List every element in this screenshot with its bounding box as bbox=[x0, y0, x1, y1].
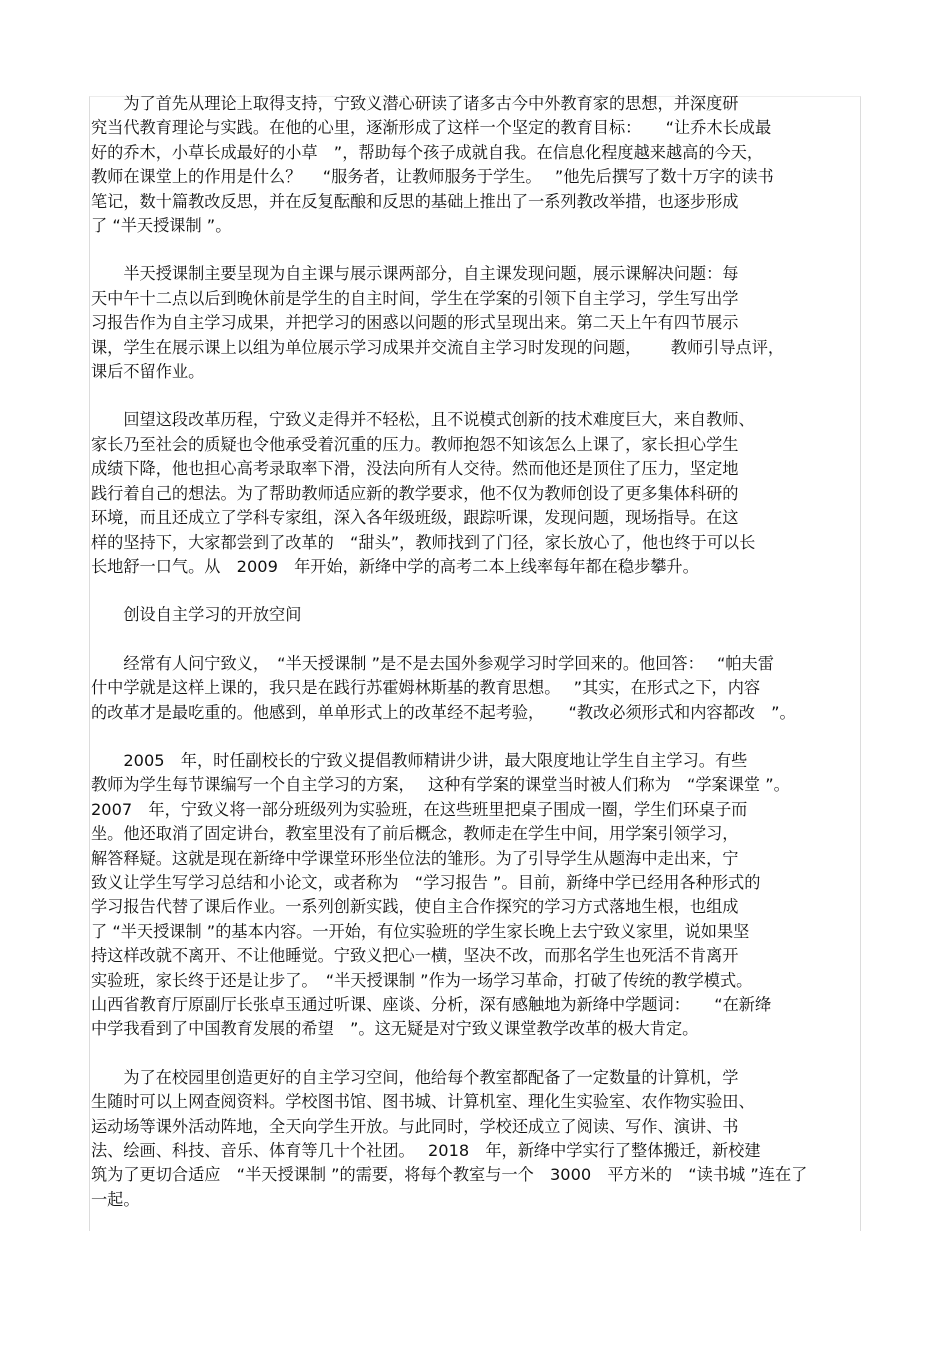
text-line: 家长乃至社会的质疑也令他承受着沉重的压力。教师抱怨不知该怎么上课了，家长担心学生 bbox=[91, 434, 739, 454]
text-line: 为了首先从理论上取得支持，宁致义潜心研读了诸多古今中外教育家的思想，并深度研 bbox=[91, 94, 739, 113]
section-heading bbox=[91, 603, 859, 627]
section-heading-text: 创设自主学习的开放空间 bbox=[91, 605, 302, 625]
text-line: 持这样改就不离开、不让他睡觉。宁致义把心一横，坚决不改，而那名学生也死活不肯离开 bbox=[91, 946, 739, 966]
text-line: 究当代教育理论与实践。在他的心里，逐渐形成了这样一个坚定的教育目标： “让乔木长成最 bbox=[91, 118, 772, 138]
text-line: 为了在校园里创造更好的自主学习空间，他给每个教室都配备了一定数量的计算机，学 bbox=[91, 1067, 739, 1087]
paragraph-6 bbox=[91, 1066, 859, 1212]
text-line: 长地舒一口气。从 2009 年开始，新绛中学的高考二本上线率每年都在稳步攀升。 bbox=[91, 556, 699, 576]
text-line: 2005 年，时任副校长的宁致义提倡教师精讲少讲，最大限度地让学生自主学习。有些 bbox=[91, 750, 748, 770]
text-line: 中学我看到了中国教育发展的希望 ”。这无疑是对宁致义课堂教学改革的极大肯定。 bbox=[91, 1019, 699, 1039]
paragraph-2 bbox=[91, 262, 859, 384]
text-line: 的改革才是最吃重的。他感到，单单形式上的改革经不起考验， “教改必须形式和内容都改 ”。 bbox=[91, 702, 796, 722]
text-line: 好的乔木，小草长成最好的小草 ”，帮助每个孩子成就自我。在信息化程度越来越高的今天， bbox=[91, 142, 764, 162]
text-line: 课，学生在展示课上以组为单位展示学习成果并交流自主学习时发现的问题， 教师引导点评， bbox=[91, 337, 785, 357]
text-line: 山西省教育厅原副厅长张卓玉通过听课、座谈、分析，深有感触地为新绛中学题词： “在新绛 bbox=[91, 995, 772, 1014]
text-line: 成绩下降，他也担心高考录取率下滑，没法向所有人交待。然而他还是顶住了压力，坚定地 bbox=[91, 459, 739, 479]
paragraph-5 bbox=[91, 749, 859, 1042]
text-line: 法、绘画、科技、音乐、体育等几十个社团。 2018 年，新绛中学实行了整体搬迁，新校建 bbox=[91, 1141, 761, 1161]
text-line: 致义让学生写学习总结和小论文，或者称为 “学习报告 ”。目前，新绛中学已经用各种形式的 bbox=[91, 872, 761, 892]
text-line: 习报告作为自主学习成果，并把学习的困惑以问题的形式呈现出来。第二天上午有四节展示 bbox=[91, 313, 739, 333]
text-line: 筑为了更切合适应 “半天授课制 ”的需要，将每个教室与一个 3000 平方米的 “读书城 ”连在了 bbox=[91, 1165, 808, 1185]
text-line: 生随时可以上网查阅资料。学校图书馆、图书城、计算机室、理化生实验室、农作物实验田、 bbox=[91, 1092, 755, 1112]
text-line: 实验班，家长终于还是让步了。 “半天授课制 ”作为一场学习革命，打破了传统的教学模式。 bbox=[91, 970, 753, 990]
text-line: 2007 年，宁致义将一部分班级列为实验班，在这些班里把桌子围成一圈，学生们环桌子而 bbox=[91, 799, 748, 819]
text-line: 课后不留作业。 bbox=[91, 362, 205, 382]
text-line: 回望这段改革历程，宁致义走得并不轻松，且不说模式创新的技术难度巨大，来自教师、 bbox=[91, 410, 755, 430]
text-line: 解答释疑。这就是现在新绛中学课堂环形坐位法的雏形。为了引导学生从题海中走出来，宁 bbox=[91, 848, 739, 868]
text-line: 一起。 bbox=[91, 1189, 140, 1209]
text-line: 环境，而且还成立了学科专家组，深入各年级班级，跟踪听课，发现问题，现场指导。在这 bbox=[91, 508, 739, 528]
text-line: 样的坚持下，大家都尝到了改革的 “甜头”，教师找到了门径，家长放心了，他也终于可以长 bbox=[91, 532, 756, 552]
text-line: 学习报告代替了课后作业。一系列创新实践，使自主合作探究的学习方式落地生根，也组成 bbox=[91, 897, 739, 917]
text-line: 半天授课制主要呈现为自主课与展示课两部分，自主课发现问题，展示课解决问题：每 bbox=[91, 264, 739, 284]
text-line: 笔记，数十篇教改反思，并在反复酝酿和反思的基础上推出了一系列教改举措，也逐步形成 bbox=[91, 191, 739, 211]
text-line: 了 “半天授课制 ”。 bbox=[91, 216, 232, 236]
text-line: 践行着自己的想法。为了帮助教师适应新的教学要求，他不仅为教师创设了更多集体科研的 bbox=[91, 483, 739, 503]
text-line: 什中学就是这样上课的，我只是在践行苏霍姆林斯基的教育思想。 ”其实，在形式之下，内容 bbox=[91, 678, 761, 698]
text-line: 运动场等课外活动阵地，全天向学生开放。与此同时，学校还成立了阅读、写作、演讲、书 bbox=[91, 1116, 739, 1136]
text-line: 教师为学生每节课编写一个自主学习的方案， 这种有学案的课堂当时被人们称为 “学案课堂 ”。 bbox=[91, 775, 790, 795]
text-line: 经常有人问宁致义， “半天授课制 ”是不是去国外参观学习时学回来的。他回答： “帕夫雷 bbox=[91, 653, 774, 673]
text-line: 天中午十二点以后到晚休前是学生的自主时间，学生在学案的引领下自主学习，学生写出学 bbox=[91, 288, 739, 308]
text-line: 了 “半天授课制 ”的基本内容。一开始，有位实验班的学生家长晚上去宁致义家里，说如果坚 bbox=[91, 921, 750, 941]
paragraph-4 bbox=[91, 652, 859, 725]
document-body bbox=[91, 92, 859, 1236]
paragraph-1 bbox=[91, 92, 859, 238]
paragraph-3 bbox=[91, 408, 859, 579]
text-line: 坐。他还取消了固定讲台，教室里没有了前后概念，教师走在学生中间，用学案引领学习， bbox=[91, 824, 739, 844]
text-line: 教师在课堂上的作用是什么？ “服务者，让教师服务于学生。 ”他先后撰写了数十万字的读书 bbox=[91, 167, 774, 187]
